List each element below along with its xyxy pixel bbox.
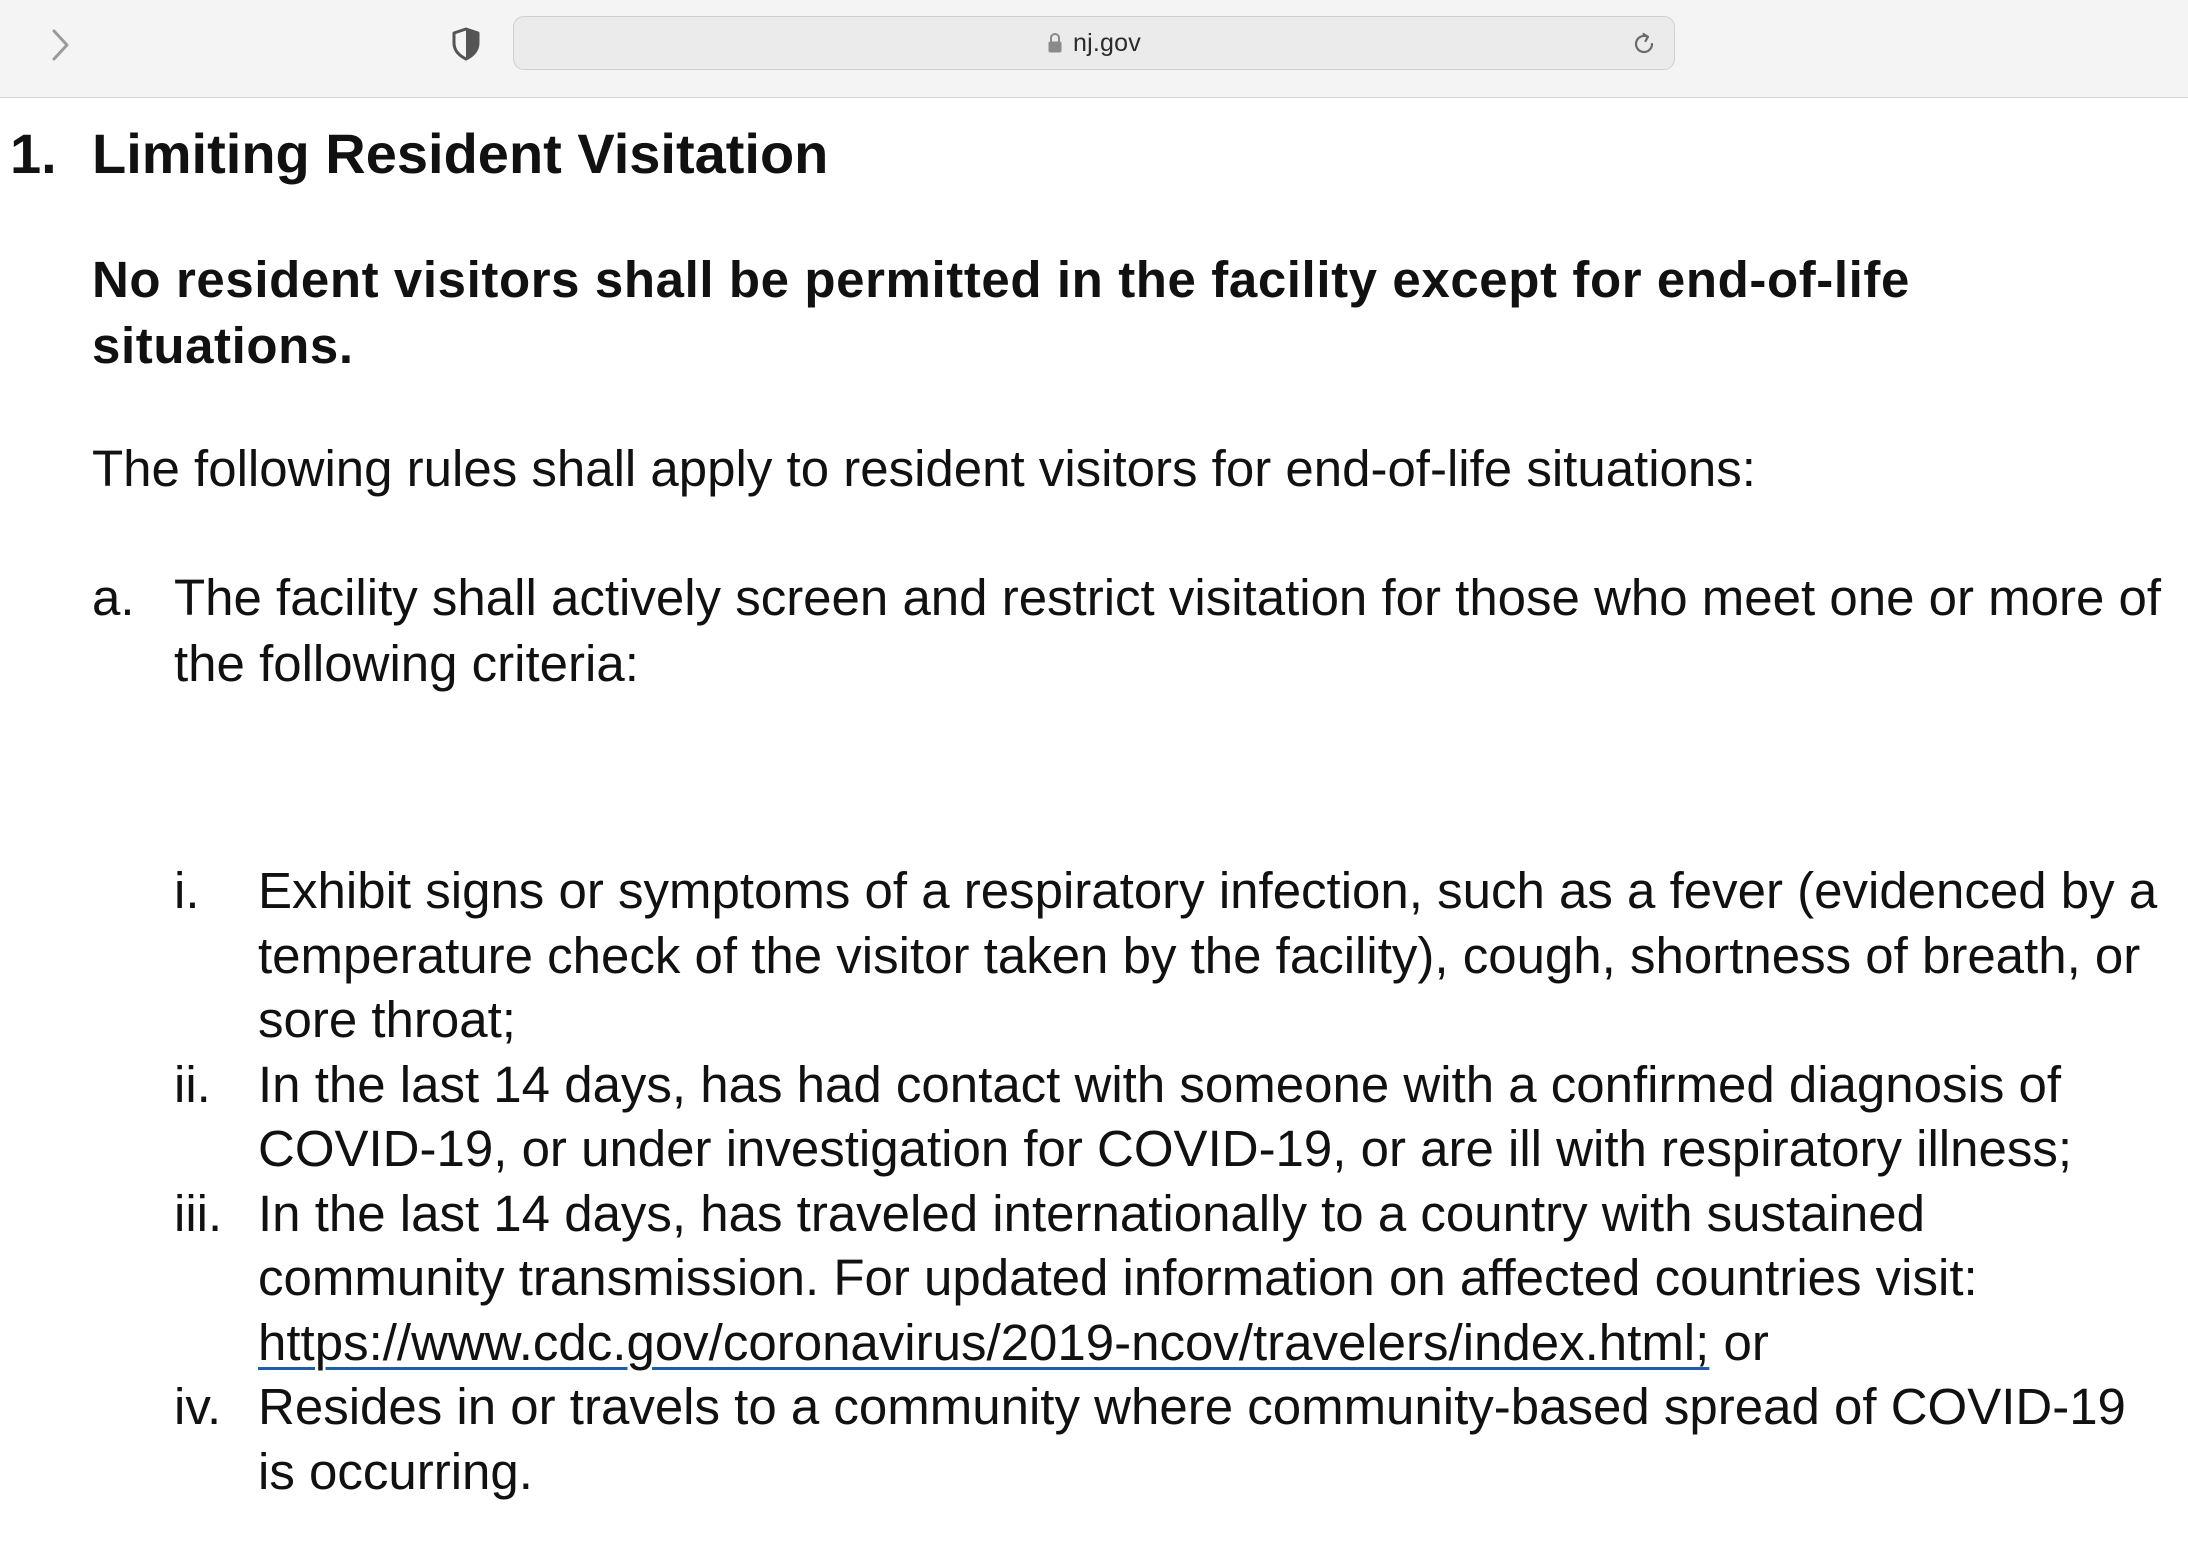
privacy-shield-button[interactable]: [446, 24, 486, 64]
browser-toolbar: [0, 0, 2188, 98]
criteria-item: [174, 859, 2174, 1053]
criteria-item: [174, 1053, 2174, 1182]
url-text: nj.gov: [1073, 28, 1141, 57]
criteria-text-suffix: or: [1709, 1313, 1769, 1371]
section-title: Limiting Resident Visitation: [92, 122, 829, 185]
criteria-marker: iii.: [174, 1184, 223, 1242]
visitor-restriction-statement: No resident visitors shall be permitted in the facility except for end-of-life situations.: [92, 251, 1910, 374]
section-heading: [10, 121, 828, 186]
criteria-text: Exhibit signs or symptoms of a respiratory infection, such as a fever (evidenced by a temperature check of the visitor taken by the facility), cough, shortness of breath, or sore throat;: [258, 862, 2158, 1048]
reload-button[interactable]: [1626, 26, 1662, 62]
document-content: [0, 97, 2188, 1554]
criteria-list: [174, 859, 2174, 1504]
cdc-travelers-link[interactable]: https://www.cdc.gov/coronavirus/2019-ncov/travelers/index.html;: [258, 1313, 1710, 1371]
criteria-text: In the last 14 days, has traveled internationally to a country with sustained community transmission. For updated information on affected countries visit:: [258, 1184, 1978, 1306]
criteria-item: [174, 1375, 2174, 1504]
chevron-right-icon: [50, 28, 70, 62]
list-item-text: The facility shall actively screen and restrict visitation for those who meet one or more of the following criteria:: [174, 569, 2162, 692]
forward-button[interactable]: [38, 20, 82, 70]
criteria-marker: i.: [174, 862, 200, 919]
shield-icon: [451, 27, 481, 61]
list-marker: a.: [92, 569, 135, 626]
lock-icon: [1047, 32, 1063, 54]
criteria-text: In the last 14 days, has had contact with someone with a confirmed diagnosis of COVID-19, or under investigation for COVID-19, or are ill with respiratory illness;: [258, 1055, 2073, 1177]
criteria-marker: ii.: [174, 1055, 211, 1113]
criteria-marker: iv.: [174, 1378, 222, 1435]
criteria-text: Resides in or travels to a community where community-based spread of COVID-19 is occurring.: [258, 1378, 2126, 1500]
list-item-a: [92, 565, 2172, 697]
criteria-item: [174, 1182, 2174, 1376]
address-bar[interactable]: [513, 16, 1675, 70]
section-number: 1.: [10, 122, 57, 185]
reload-icon: [1631, 31, 1657, 57]
rules-intro: The following rules shall apply to resident visitors for end-of-life situations:: [92, 440, 1756, 497]
